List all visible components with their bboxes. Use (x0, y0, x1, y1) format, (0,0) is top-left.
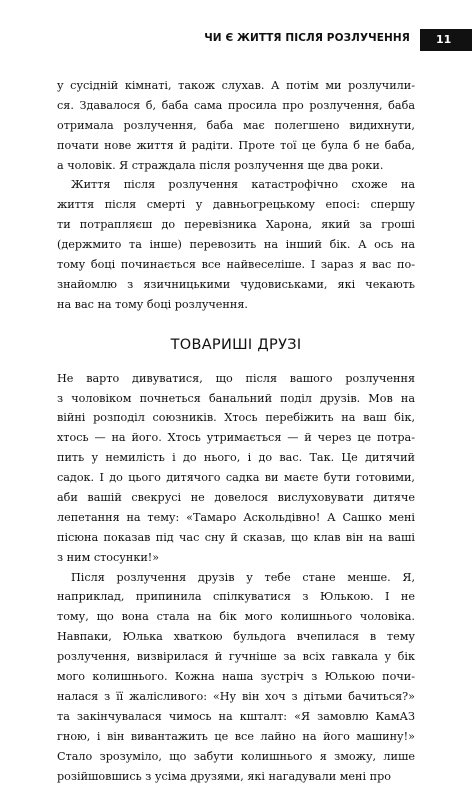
text-line: садок. І до цього дитячого садка ви маєте бути готовими, (57, 468, 415, 488)
text-line: Життя після розлучення катастрофічно схоже на (57, 175, 415, 195)
text-line: наприклад, припинила спілкуватися з Юлькою. І не (57, 587, 415, 607)
text-line: на вас на тому боці розлучення. (57, 295, 415, 315)
text-line: отримала розлучення, баба має полегшено видихнути, (57, 116, 415, 136)
page-number: 11 (436, 33, 451, 46)
text-line: розлучення, визвірилася й гучніше за всіх гавкала у бік (57, 647, 415, 667)
text-line: війні розподіл союзників. Хтось перебіжить на ваш бік, (57, 408, 415, 428)
text-line: розійшовшись з усіма друзями, які нагадували мені про (57, 767, 415, 786)
text-line: у сусідній кімнаті, також слухав. А потім ми розлучили- (57, 76, 415, 96)
text-line: ся. Здавалося б, баба сама просила про розлучення, баба (57, 96, 415, 116)
text-line: тому боці починається все найвеселіше. І зараз я вас по- (57, 255, 415, 275)
text-line: налася з її жалісливого: «Ну він хоч з дітьми бачиться?» (57, 687, 415, 707)
paragraph (57, 76, 415, 175)
text-line: аби вашій свекрусі не довелося вислуховувати дитяче (57, 488, 415, 508)
text-line: Не варто дивуватися, що після вашого розлучення (57, 369, 415, 389)
text-line: знайомлю з язичницькими чудовиськами, які чекають (57, 275, 415, 295)
text-line: та закінчувалася чимось на кшталт: «Я замовлю КамАЗ (57, 707, 415, 727)
paragraph (57, 175, 415, 314)
text-line: ти потрапляєш до перевізника Харона, який за гроші (57, 215, 415, 235)
page-body (57, 76, 415, 786)
text-line: пить у немилість і до нього, і до вас. Так. Це дитячий (57, 448, 415, 468)
text-line: гною, і він вивантажить це все лайно на його машину!» (57, 727, 415, 747)
text-line: з чоловіком почнеться банальний поділ друзів. Мов на (57, 389, 415, 409)
text-line: з ним стосунки!» (57, 548, 415, 568)
text-line: а чоловік. Я страждала після розлучення ще два роки. (57, 156, 415, 176)
text-line: Стало зрозуміло, що забути колишнього я зможу, лише (57, 747, 415, 767)
page-header (0, 29, 472, 51)
text-line: мого колишнього. Кожна наша зустріч з Юлькою почи- (57, 667, 415, 687)
section-heading: ТОВАРИШІ ДРУЗІ (57, 334, 415, 356)
text-line: почати нове життя й радіти. Проте тої це була б не баба, (57, 136, 415, 156)
paragraph (57, 369, 415, 568)
text-line: Навпаки, Юлька хваткою бульдога вчепилася в тему (57, 627, 415, 647)
running-title: ЧИ Є ЖИТТЯ ПІСЛЯ РОЗЛУЧЕННЯ (204, 32, 410, 44)
text-line: життя після смерті у давньогрецькому епосі: спершу (57, 195, 415, 215)
text-line: пісюна показав під час сну й сказав, що клав він на ваші (57, 528, 415, 548)
text-line: (держмито та інше) перевозить на інший бік. А ось на (57, 235, 415, 255)
text-line: лепетання на тему: «Тамаро Аскольдівно! А Сашко мені (57, 508, 415, 528)
paragraph (57, 568, 415, 786)
text-line: хтось — на його. Хтось утримається — й через це потра- (57, 428, 415, 448)
text-line: тому, що вона стала на бік мого колишнього чоловіка. (57, 607, 415, 627)
text-line: Після розлучення друзів у тебе стане менше. Я, (57, 568, 415, 588)
